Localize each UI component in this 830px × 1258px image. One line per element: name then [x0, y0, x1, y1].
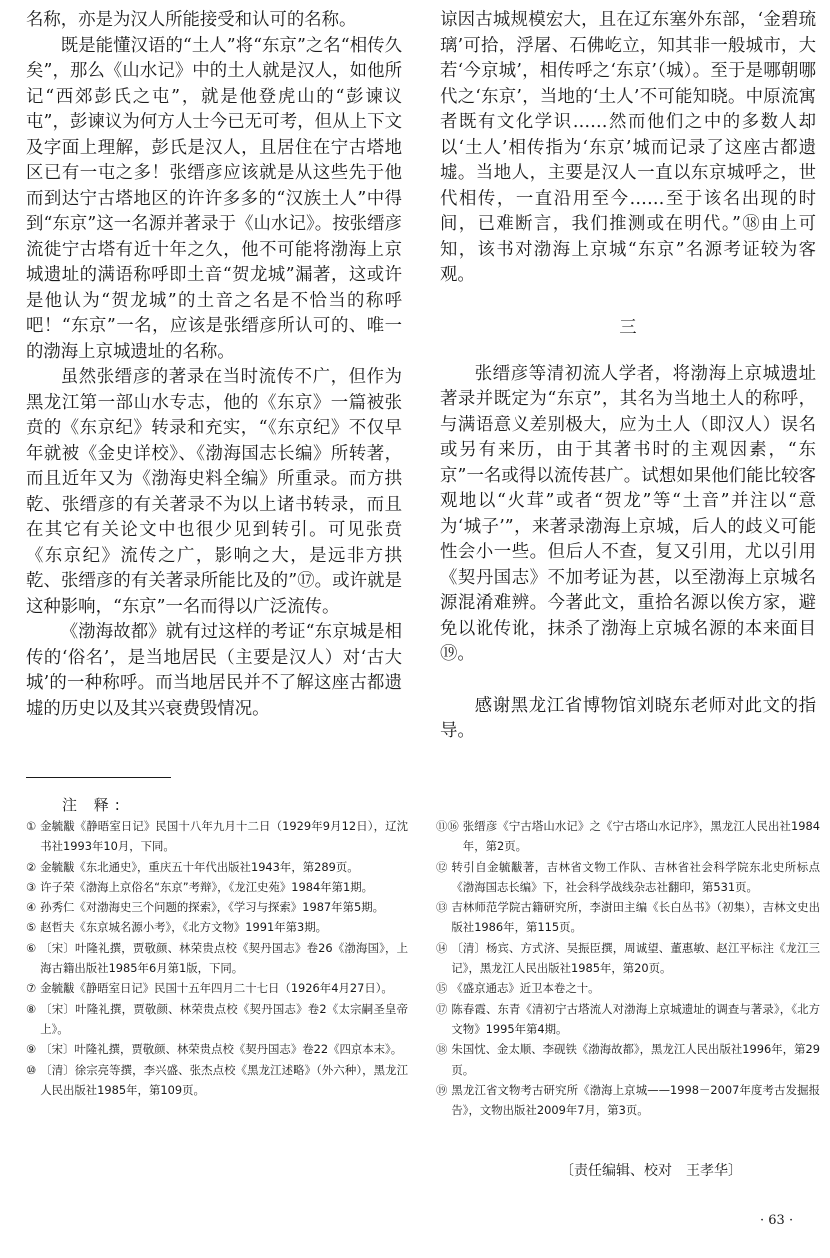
footnote-text: 金毓黻《静晤室日记》民国十八年九月十二日（1929年9月12日），辽沈书社1993年10月，下同。 [40, 819, 408, 854]
footnote-number: ⑤ [26, 920, 37, 935]
footnote-text: 转引自金毓黻著，吉林省文物工作队、吉林省社会科学院东北史所标点《渤海国志长编》下，社会科学战线杂志社翻印，第531页。 [451, 859, 820, 894]
footnote-text: 吉林师范学院古籍研究所，李澍田主编《长白丛书》（初集），吉林文史出版社1986年，第115页。 [451, 900, 820, 935]
footnote-text: 〔清〕杨宾、方式济、吴振臣撰，周诚望、董惠敏、赵江平标注《龙江三记》，黑龙江人民出版社1985年，第20页。 [451, 940, 820, 976]
footnote [26, 877, 408, 897]
footnote-text: 朱国忱、金太顺、李砚铁《渤海故都》，黑龙江人民出版社1996年，第29页。 [451, 1042, 820, 1077]
footnote [436, 938, 820, 979]
footnote-number: ① [26, 819, 37, 833]
footnote [26, 999, 408, 1040]
notes-divider [26, 777, 171, 778]
footnote-number: ⑮ [436, 981, 448, 996]
footnote [26, 917, 408, 937]
footnote-text: 《盛京通志》近卫本卷之十。 [451, 981, 600, 996]
acknowledgement: 感谢黑龙江省博物馆刘晓东老师对此文的指导。 [440, 695, 816, 741]
paragraph: 谅因古城规模宏大，且在辽东塞外东部，‘金碧琉璃’可拾，浮屠、石佛屹立，知其非一般城市，大若‘今京城’，相传呼之‘东京’（城）。至于是哪朝哪代之‘东京’，当地的‘土人’不可能知晓。中原流寓者既有文化学识……然而他们之中的多数人却以‘土人’相传指为‘东京’城而记录了这座古都遗墟。当地人，主要是汉人一直以东京城呼之，世代相传，一直沿用至今……至于该名出现的时间，已难断言，我们推测或在明代。”⑱由上可知，该书对渤海上京城“东京”名源考证较为客观。 [440, 10, 816, 285]
footnote [436, 978, 820, 998]
footnote-text: 赵哲夫《东京城名源小考》，《北方文物》1991年第3期。 [40, 920, 328, 935]
footnote-text: 陈春霞、东青《清初宁古塔流人对渤海上京城遗址的调查与著录》，《北方文物》1995年第4期。 [451, 1001, 820, 1036]
footnote-text: 〔宋〕叶隆礼撰，贾敬颜、林荣贵点校《契丹国志》卷22《四京本末》。 [40, 1042, 403, 1057]
footnote [26, 978, 408, 998]
footnote-text: 金毓黻《静晤室日记》民国十五年四月二十七日（1926年4月27日）。 [40, 981, 393, 996]
paragraph: 既是能懂汉语的“土人”将“东京”之名“相传久矣”，那么《山水记》中的土人就是汉人，如他所记“西郊彭氏之屯”，就是他登虎山的“彭谏议屯”，彭谏议为何方人士今已无可考，但从上下文及字面上理解，彭氏是汉人，且居住在宁古塔地区已有一屯之多！张缙彦应该就是从这些先于他而到达宁古塔地区的许许多多的“汉族土人”中得到“东京”这一名源并著录于《山水记》。按张缙彦流徙宁古塔有近十年之久，他不可能将渤海上京城遗址的满语称呼即土音“贺龙城”漏著，这或许是他认为“贺龙城”的土音之名是不恰当的称呼吧！“东京”一名，应该是张缙彦所认可的、唯一的渤海上京城遗址的名称。 [26, 35, 402, 362]
footnote-number: ⑱ [436, 1042, 448, 1057]
right-column [440, 8, 816, 745]
footnote-number: ⑰ [436, 1001, 448, 1016]
footnote-number: ⑦ [26, 981, 37, 996]
footnote [26, 816, 408, 857]
footnote-text: 孙秀仁《对渤海史三个问题的探索》，《学习与探索》1987年第5期。 [40, 900, 384, 915]
footnote-number: ③ [26, 879, 37, 894]
footnote-number: ⑩ [26, 1062, 37, 1077]
page-number: · 63 · [760, 1213, 794, 1228]
footnote [26, 857, 408, 877]
footnote [436, 857, 820, 898]
footnote [436, 1080, 820, 1121]
footnote-number: ⑨ [26, 1042, 37, 1057]
footnote-number: ⑲ [436, 1082, 448, 1097]
footnote-text: 〔宋〕叶隆礼撰，贾敬颜、林荣贵点校《契丹国志》卷2《太宗嗣圣皇帝上》。 [40, 1001, 408, 1036]
footnote-number: ⑥ [26, 940, 37, 955]
footnote-number: ⑪⑯ [436, 819, 459, 833]
footnote-number: ② [26, 859, 37, 874]
footnote-number: ⑭ [436, 940, 448, 955]
footnote [436, 897, 820, 938]
footnote-number: ⑫ [436, 859, 448, 874]
footnote [436, 999, 820, 1040]
footnote-number: ⑬ [436, 900, 448, 915]
paragraph: 虽然张缙彦的著录在当时流传不广，但作为黑龙江第一部山水专志，他的《东京》一篇被张贲的《东京纪》转录和充实，“《东京纪》不仅早年就被《金史详校》、《渤海国志长编》所转著，而且近年又为《渤海史料全编》所重录。而方拱乾、张缙彦的有关著录不为以上诸书转录，而且在其它有关论文中也很少见到转引。可见张贲《东京纪》流传之广，影响之大，是远非方拱乾、张缙彦的有关著录所能比及的”⑰。或许就是这种影响，“东京”一名而得以广泛流传。 [26, 367, 402, 617]
footnote [26, 938, 408, 979]
paragraph: 《渤海故都》就有过这样的考证“东京城是相传的‘俗名’，是当地居民（主要是汉人）对‘古大城’的一种称呼。而当地居民并不了解这座古都遗墟的历史以及其兴衰费毁情况。 [26, 622, 402, 719]
footnote [436, 816, 820, 857]
footnote-text: 〔清〕徐宗亮等撰，李兴盛、张杰点校《黑龙江述略》（外六种），黑龙江人民出版社1985年，第109页。 [40, 1062, 408, 1097]
paragraph: 名称，亦是为汉人所能接受和认可的名称。 [26, 10, 357, 30]
section-heading: 三 [619, 317, 637, 338]
notes-title: 注 释: [62, 796, 126, 814]
notes-left-column [26, 816, 408, 1100]
footnote [26, 1060, 408, 1101]
footnote-number: ⑧ [26, 1001, 37, 1016]
footnote-text: 许子荣《渤海上京俗名“东京”考辩》，《龙江史苑》1984年第1期。 [40, 879, 374, 894]
footnote-number: ④ [26, 900, 37, 915]
footnote-text: 〔宋〕叶隆礼撰，贾敬颜、林荣贵点校《契丹国志》卷26《渤海国》，上海古籍出版社1985年6月第1版，下同。 [40, 940, 408, 976]
footnote [26, 1039, 408, 1059]
notes-right-column [436, 816, 820, 1120]
footnote-text: 张缙彦《宁古塔山水记》之《宁古塔山水记序》，黑龙江人民出社1984年，第2页。 [462, 819, 820, 854]
editor-credit: 〔责任编辑、校对 王孝华〕 [560, 1163, 742, 1179]
left-column [26, 8, 402, 722]
footnote [436, 1039, 820, 1080]
paragraph: 张缙彦等清初流人学者，将渤海上京城遗址著录并既定为“东京”，其名为当地土人的称呼，与满语意义差别极大，应为土人（即汉人）误名或另有来历，由于其著书时的主观因素，“东京”一名或得以流传甚广。试想如果他们能比较客观地以“火茸”或者“贺龙”等“土音”并注以“意为‘城子’”，来著录渤海上京城，后人的歧义可能性会小一些。但后人不查，复又引用，尤以引用《契丹国志》不加考证为甚，以至渤海上京城名源混淆难辨。今著此文，重拾名源以俟方家，避免以讹传讹，抹杀了渤海上京城名源的本来面目⑲。 [440, 363, 816, 664]
footnote-text: 黑龙江省文物考古研究所《渤海上京城——1998－2007年度考古发掘报告》，文物出版社2009年7月，第3页。 [451, 1082, 820, 1118]
footnote [26, 897, 408, 917]
footnote-text: 金毓黻《东北通史》，重庆五十年代出版社1943年，第289页。 [40, 859, 359, 874]
